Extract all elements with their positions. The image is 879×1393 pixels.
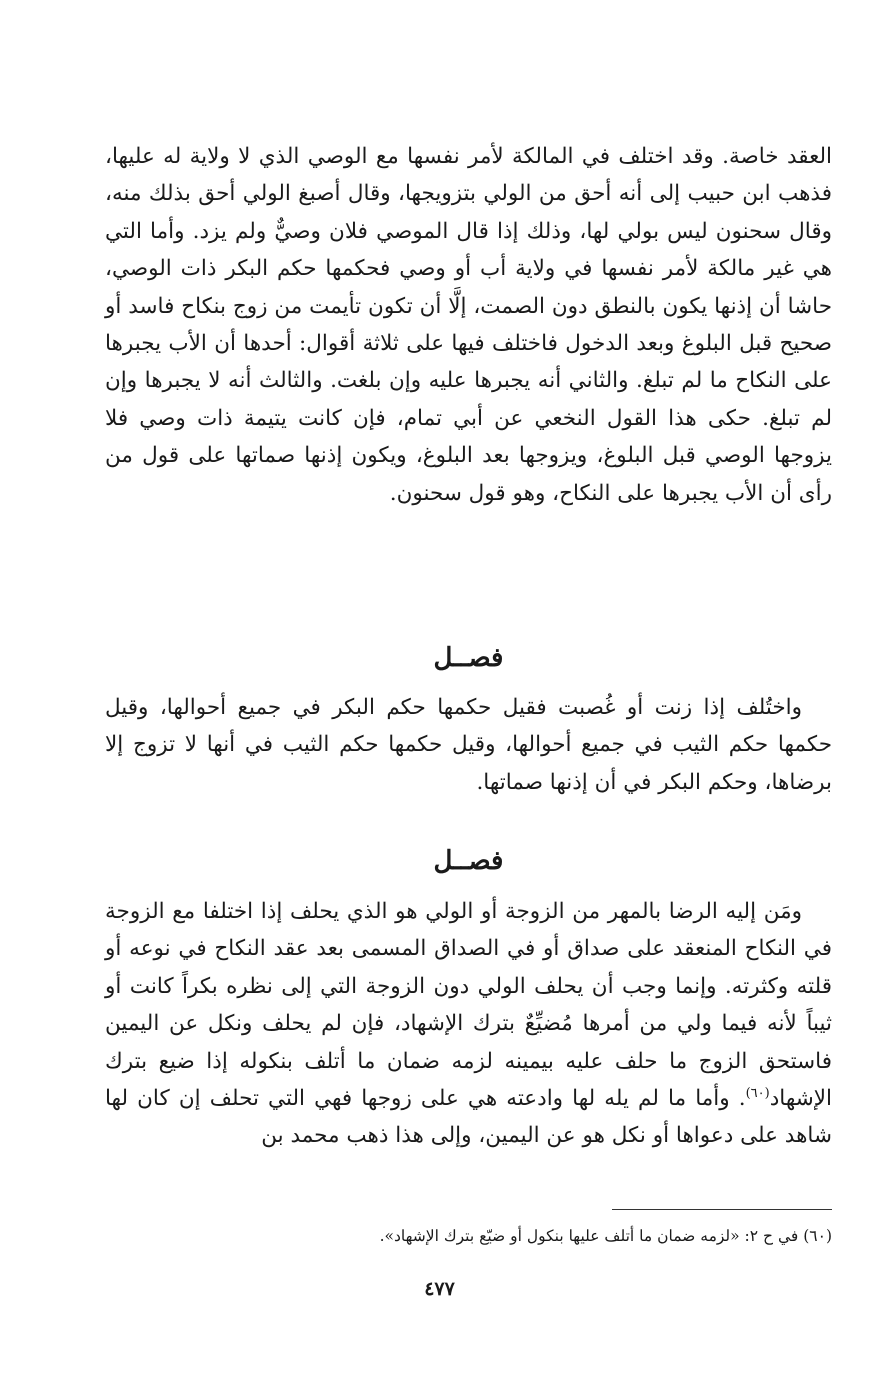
section-heading-1: فصــل <box>433 643 504 673</box>
footnote-separator <box>612 1209 832 1210</box>
paragraph-3-text-before-note: ومَن إليه الرضا بالمهر من الزوجة أو الولي هو الذي يحلف إذا اختلفا مع الزوجة في النكاح المنعقد على صداق أو في الصداق المسمى بعد عقد النكاح في نوعه أو قلته وكثرته. وإنما وجب أن يحلف الولي دون الزوجة التي إلى نظره بكراً كانت أو ثيباً لأنه فيما ولي من أمرها مُضيِّعٌ بترك الإشهاد، فإن لم يحلف ونكل عن اليمين فاستحق الزوج ما حلف عليه بيمينه لزمه ضمان ما أتلف بنكوله إذا ضيع بترك الإشهاد <box>105 899 832 1112</box>
footnote: (٦٠) في ح ٢: «لزمه ضمان ما أتلف عليها بنكول أو ضيّع بترك الإشهاد». <box>379 1227 832 1245</box>
paragraph-3-text-after-note: . وأما ما لم يله لها وادعته هي على زوجها فهي التي تحلف إن كان لها شاهد على دعواها أو نكل هو عن اليمين، وإلى هذا ذهب محمد بن <box>105 1086 832 1149</box>
page-number: ٤٧٧ <box>424 1278 455 1300</box>
footnote-marker: (٦٠) <box>745 1085 770 1101</box>
body-paragraph-2: واختُلف إذا زنت أو غُصبت فقيل حكمها حكم البكر في جميع أحوالها، وقيل حكمها حكم الثيب في جميع أحوالها، وقيل حكمها حكم الثيب في أنها لا تزوج إلا برضاها، وحكم البكر في أن إذنها صماتها. <box>105 695 832 795</box>
body-paragraph-3 <box>105 893 832 1155</box>
section-heading-2: فصــل <box>433 846 504 876</box>
body-paragraph-1: العقد خاصة. وقد اختلف في المالكة لأمر نفسها مع الوصي الذي لا ولاية له عليها، فذهب ابن حبيب إلى أنه أحق من الولي بتزويجها، وقال أصبغ الولي أحق بذلك منه، وقال سحنون ليس بولي لها، وذلك إذا قال الموصي فلان وصيٌّ ولم يزد. وأما التي هي غير مالكة لأمر نفسها في ولاية أب أو وصي فحكمها حكم البكر ذات الوصي، حاشا أن إذنها يكون بالنطق دون الصمت، إلَّا أن تكون تأيمت من زوج بنكاح فاسد أو صحيح قبل البلوغ وبعد الدخول فاختلف فيها على ثلاثة أقوال: أحدها أن الأب يجبرها على النكاح ما لم تبلغ. والثاني أنه يجبرها عليه وإن بلغت. والثالث أنه لا يجبرها وإن لم تبلغ. حكى هذا القول النخعي عن أبي تمام، فإن كانت يتيمة ذات وصي فلا يزوجها الوصي قبل البلوغ، ويزوجها بعد البلوغ، ويكون إذنها صماتها على قول من رأى أن الأب يجبرها على النكاح، وهو قول سحنون. <box>105 144 832 506</box>
